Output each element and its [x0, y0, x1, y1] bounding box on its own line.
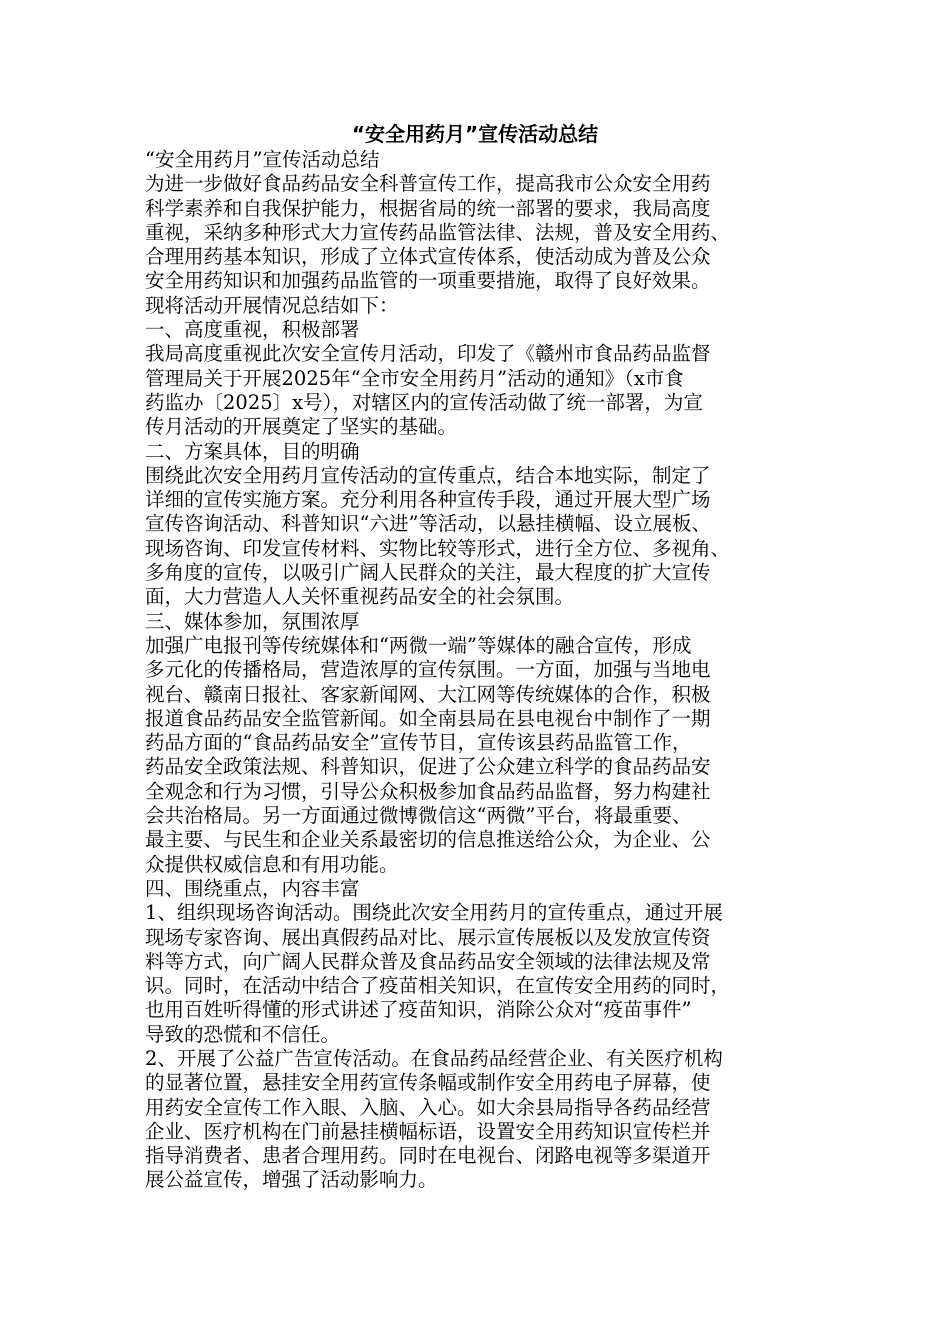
body-line: 三、媒体参加，氛围浓厚: [145, 609, 360, 633]
body-line: 重视，采纳多种形式大力宣传药品监管法律、法规，普及安全用药、: [145, 220, 731, 244]
body-line: 识。同时，在活动中结合了疫苗相关知识，在宣传安全用药的同时，: [145, 974, 731, 998]
body-line: 围绕此次安全用药月宣传活动的宣传重点，结合本地实际，制定了: [145, 463, 711, 487]
body-line: “安全用药月”宣传活动总结: [145, 148, 380, 171]
body-line: 的显著位置，悬挂安全用药宣传条幅或制作安全用药电子屏幕，使: [145, 1071, 711, 1095]
body-line: 料等方式，向广阔人民群众普及食品药品安全领域的法律法规及常: [145, 949, 711, 973]
body-line: 宣传咨询活动、科普知识“六进”等活动，以悬挂横幅、设立展板、: [145, 512, 711, 536]
body-line: 多角度的宣传，以吸引广阔人民群众的关注，最大程度的扩大宣传: [145, 561, 711, 585]
document-body: [145, 148, 813, 1193]
body-line: 会共治格局。另一方面通过微博微信这“两微”平台，将最重要、: [145, 804, 692, 828]
body-line: 安全用药知识和加强药品监管的一项重要措施，取得了良好效果。: [145, 269, 711, 293]
body-line: 企业、医疗机构在门前悬挂横幅标语，设置安全用药知识宣传栏并: [145, 1119, 711, 1143]
body-line: 加强广电报刊等传统媒体和“两微一端”等媒体的融合宣传，形成: [145, 633, 692, 657]
body-line: 现场专家咨询、展出真假药品对比、展示宣传展板以及发放宣传资: [145, 925, 711, 949]
body-line: 现将活动开展情况总结如下：: [145, 293, 399, 317]
body-line: 详细的宣传实施方案。充分利用各种宣传手段，通过开展大型广场: [145, 488, 711, 512]
body-line: 导致的恐慌和不信任。: [145, 1022, 341, 1046]
body-line: 药品安全政策法规、科普知识，促进了公众建立科学的食品药品安: [145, 755, 711, 779]
body-line: 报道食品药品安全监管新闻。如全南县局在县电视台中制作了一期: [145, 706, 711, 730]
body-line: 2、开展了公益广告宣传活动。在食品药品经营企业、有关医疗机构: [145, 1046, 723, 1070]
body-line: 二、方案具体，目的明确: [145, 439, 360, 463]
body-line: 全观念和行为习惯，引导公众积极参加食品药品监督，努力构建社: [145, 779, 711, 803]
body-line: 1、组织现场咨询活动。围绕此次安全用药月的宣传重点，通过开展: [145, 901, 723, 925]
body-line: 药监办〔2025〕x号），对辖区内的宣传活动做了统一部署，为宣: [145, 390, 703, 414]
body-line: 药品方面的“食品药品安全”宣传节目，宣传该县药品监管工作，: [145, 731, 692, 755]
body-line: 管理局关于开展2025年“全市安全用药月”活动的通知》（x市食: [145, 366, 684, 390]
body-line: 合理用药基本知识，形成了立体式宣传体系，使活动成为普及公众: [145, 245, 711, 269]
body-line: 一、高度重视，积极部署: [145, 318, 360, 342]
body-line: 视台、赣南日报社、客家新闻网、大江网等传统媒体的合作，积极: [145, 682, 711, 706]
body-line: 为进一步做好食品药品安全科普宣传工作，提高我市公众安全用药: [145, 172, 711, 196]
body-line: 也用百姓听得懂的形式讲述了疫苗知识，消除公众对“疫苗事件”: [145, 998, 692, 1022]
body-line: 指导消费者、患者合理用药。同时在电视台、闭路电视等多渠道开: [145, 1144, 711, 1168]
body-line: 展公益宣传，增强了活动影响力。: [145, 1168, 438, 1192]
body-line: 用药安全宣传工作入眼、入脑、入心。如大余县局指导各药品经营: [145, 1095, 711, 1119]
body-line: 面，大力营造人人关怀重视药品安全的社会氛围。: [145, 585, 575, 609]
body-line: 现场咨询、印发宣传材料、实物比较等形式，进行全方位、多视角、: [145, 536, 731, 560]
body-line: 最主要、与民生和企业关系最密切的信息推送给公众，为企业、公: [145, 828, 711, 852]
body-line: 多元化的传播格局，营造浓厚的宣传氛围。一方面，加强与当地电: [145, 658, 711, 682]
body-line: 传月活动的开展奠定了坚实的基础。: [145, 415, 458, 439]
body-line: 科学素养和自我保护能力，根据省局的统一部署的要求，我局高度: [145, 196, 711, 220]
body-line: 我局高度重视此次安全宣传月活动，印发了《赣州市食品药品监督: [145, 342, 711, 366]
body-line: 众提供权威信息和有用功能。: [145, 852, 399, 876]
document-title: “安全用药月”宣传活动总结: [351, 122, 599, 146]
body-line: 四、围绕重点，内容丰富: [145, 876, 360, 900]
